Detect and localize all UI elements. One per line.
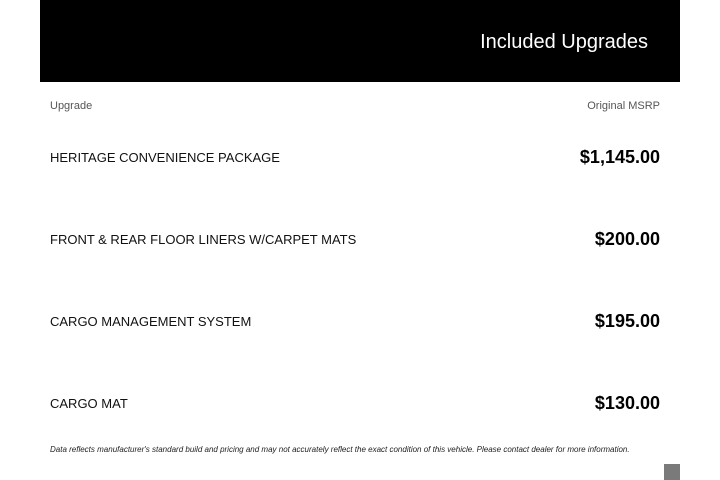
- column-header-upgrade: Upgrade: [50, 100, 93, 112]
- table-row: [50, 227, 660, 251]
- upgrade-price: $200.00: [594, 229, 660, 249]
- page-title: Included Upgrades: [480, 31, 648, 53]
- disclaimer-text: Data reflects manufacturer's standard build and pricing and may not accurately reflect the exact condition of this vehicle. Please contact dealer for more information.: [50, 445, 630, 454]
- table-row: [50, 309, 660, 333]
- upgrade-price: $195.00: [594, 311, 660, 331]
- upgrade-name: CARGO MAT: [50, 396, 128, 411]
- upgrade-name: CARGO MANAGEMENT SYSTEM: [50, 314, 252, 329]
- table-header: [50, 100, 660, 114]
- upgrade-name: FRONT & REAR FLOOR LINERS W/CARPET MATS: [50, 232, 357, 247]
- scroll-button[interactable]: [664, 464, 680, 480]
- upgrade-price: $1,145.00: [579, 147, 660, 167]
- table-row: [50, 145, 660, 169]
- upgrade-name: HERITAGE CONVENIENCE PACKAGE: [50, 150, 280, 165]
- table-row: [50, 391, 660, 415]
- upgrade-price: $130.00: [594, 393, 660, 413]
- column-header-msrp: Original MSRP: [587, 100, 660, 112]
- header-bar: [40, 0, 680, 82]
